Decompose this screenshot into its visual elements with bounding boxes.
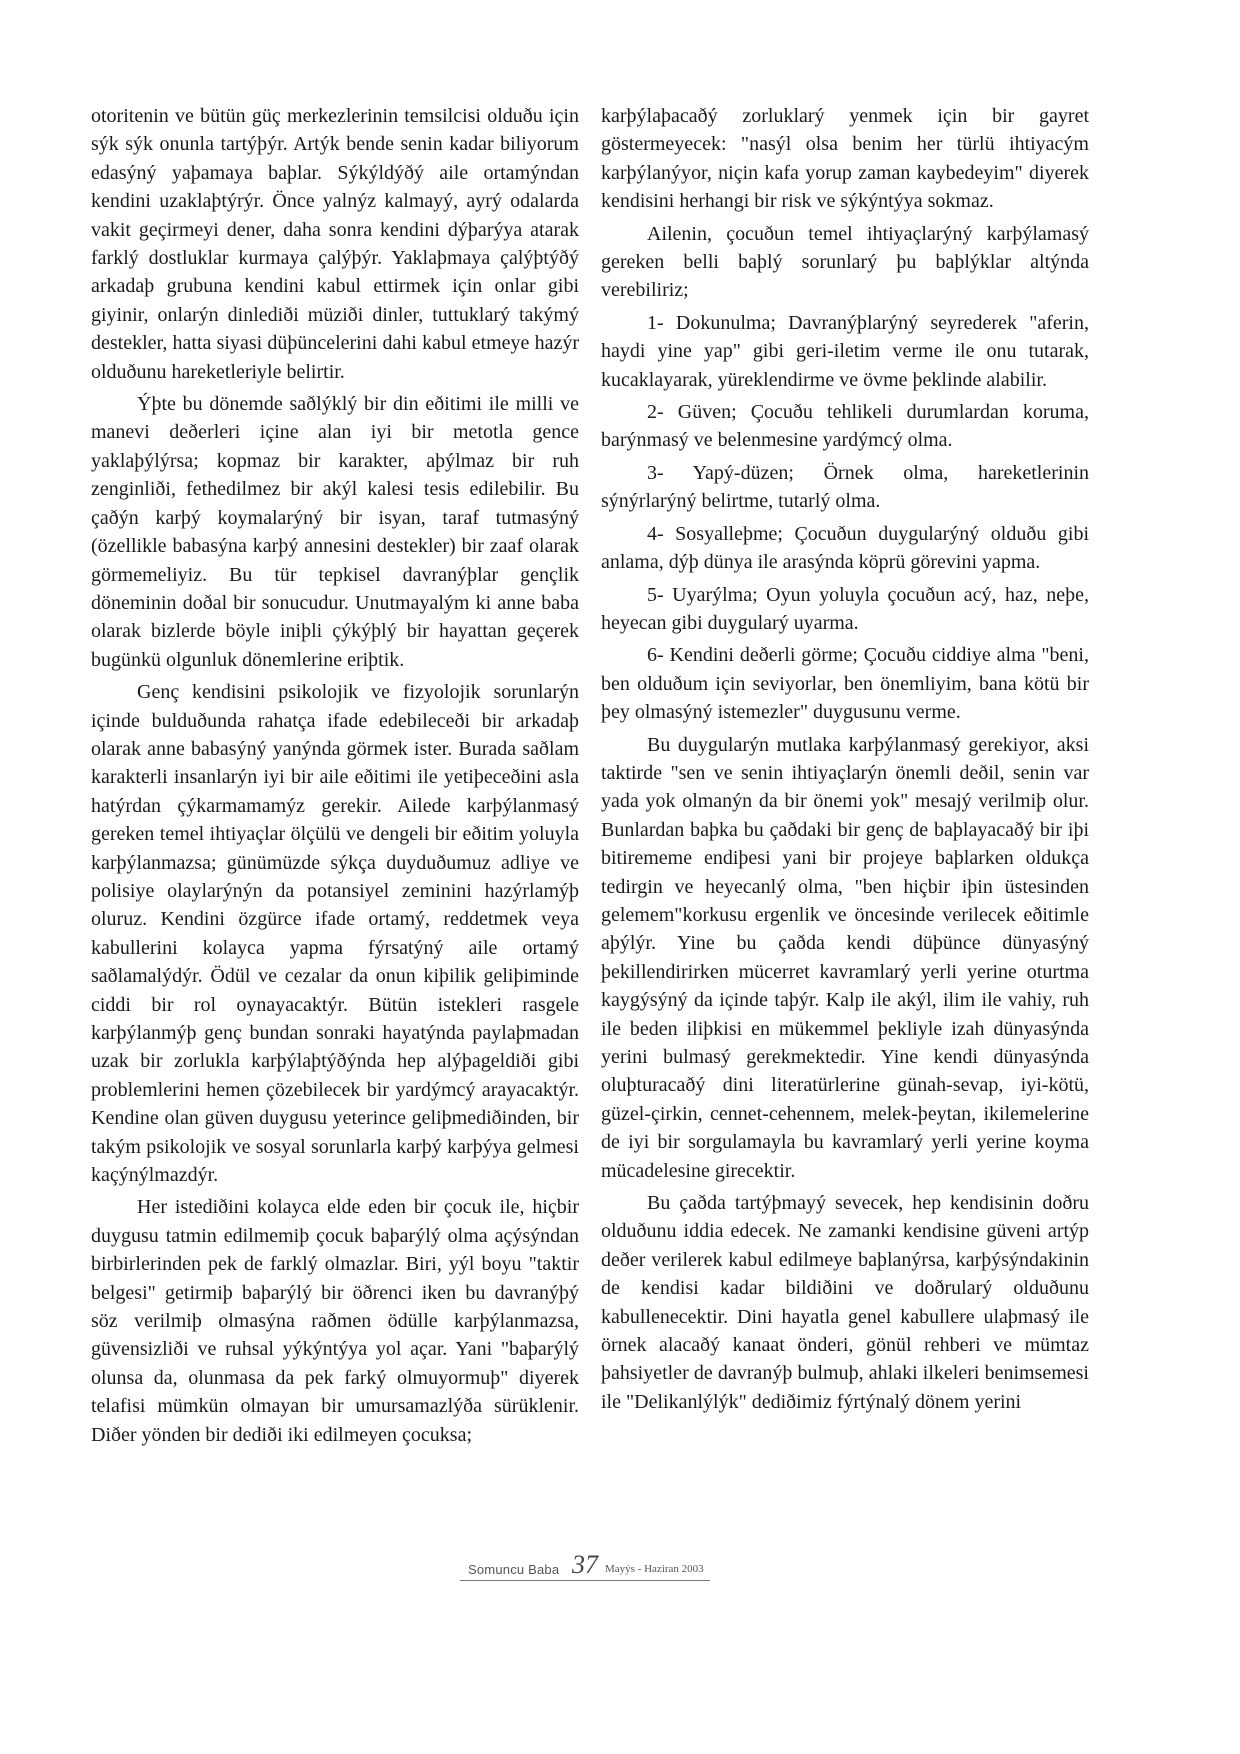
list-item: 3- Yapý-düzen; Örnek olma, hareketlerinin sýnýrlarýný belirtme, tutarlý olma. <box>601 461 1089 513</box>
page-footer <box>460 1548 780 1588</box>
paragraph: Bu duygularýn mutlaka karþýlanmasý gerekiyor, aksi taktirde "sen ve senin ihtiyaçlarýn önemli deðil, senin var yada yok olmanýn da bir önemi yok" mesajý verilmiþ olur. Bunlardan baþka bu çaðdaki bir genç de baþlayacaðý bir iþi bitirememe endiþesi yani bir projeye baþlarken oldukça tedirgin ve heyecanlý olma, "ben hiçbir iþin üstesinden gelemem"korkusu ergenlik ve öncesinde verilecek eðitimle aþýlýr. Yine bu çaðda kendi düþünce dünyasýný þekillendirirken mücerret kavramlarý yerli yerine oturtma kaygýsýný da içinde taþýr. Kalp ile akýl, ilim ile vahiy, ruh ile beden iliþkisi en mükemmel þekliyle izah dünyasýnda yerini bulmasý gerekmektedir. Yine kendi dünyasýnda oluþturacaðý dini literatürlerine günah-sevap, iyi-kötü, güzel-çirkin, cennet-cehennem, melek-þeytan, ikilemelerine de iyi bir sorgulamayla bu kavramlarý yerli yerine koyma mücadelesine girecektir. <box>601 733 1089 1182</box>
paragraph: Her istediðini kolayca elde eden bir çocuk ile, hiçbir duygusu tatmin edilmemiþ çocuk baþarýlý olma açýsýndan birbirlerinden pek de farklý olmazlar. Biri, yýl boyu "taktir belgesi" getirmiþ baþarýlý bir öðrenci iken bu davranýþý söz verilmiþ olmasýna raðmen ödülle karþýlanmazsa, güvensizliði ve ruhsal yýkýntýya yol açar. Yani "baþarýlý olunsa da, olunmasa da pek farký olmuyormuþ" diyerek telafisi mümkün olmayan bir umursamazlýða sürüklenir. Diðer yönden bir dediði iki edilmeyen çocuksa; <box>91 1196 579 1446</box>
list-item: 4- Sosyalleþme; Çocuðun duygularýný olduðu gibi anlama, dýþ dünya ile arasýnda köprü görevini yapma. <box>601 522 1089 574</box>
magazine-name: Somuncu Baba <box>468 1562 560 1577</box>
paragraph: karþýlaþacaðý zorluklarý yenmek için bir gayret göstermeyecek: "nasýl olsa benim her türlü ihtiyacým karþýlanýyor, niçin kafa yorup zaman kaybedeyim" diyerek kendisini herhangi bir risk ve sýkýntýya sokmaz. <box>601 105 1089 213</box>
right-text-column <box>601 102 1089 1420</box>
paragraph: otoritenin ve bütün güç merkezlerinin temsilcisi olduðu için sýk sýk onunla tartýþýr. Artýk bende senin kadar biliyorum edasýný yaþamaya baþlar. Sýkýldýðý aile ortamýndan kendini uzaklaþtýrýr. Önce yalnýz kalmayý, ayrý odalarda vakit geçirmeyi dener, daha sonra kendini dýþarýya atarak farklý dostluklar kurmaya çalýþýr. Yaklaþmaya çalýþtýðý arkadaþ grubuna kendini kabul ettirmek için onlar gibi giyinir, onlarýn dinlediði müziði dinler, tuttuklarý takýmý destekler, hatta siyasi düþüncelerini dahi kabul etmeye hazýr olduðunu hareketleriyle belirtir. <box>91 105 579 383</box>
list-item: 2- Güven; Çocuðu tehlikeli durumlardan koruma, barýnmasý ve belenmesine yardýmcý olma. <box>601 401 1089 452</box>
paragraph: Ailenin, çocuðun temel ihtiyaçlarýný karþýlamasý gereken belli baþlý sorunlarý þu baþlýklar altýnda verebiliriz; <box>601 222 1089 302</box>
list-item: 6- Kendini deðerli görme; Çocuðu ciddiye alma "beni, ben olduðum için seviyorlar, ben önemliyim, bana kötü bir þey olmasýný istemezler" duygusunu verme. <box>601 644 1089 724</box>
list-item: 1- Dokunulma; Davranýþlarýný seyrederek "aferin, haydi yine yap" gibi geri-iletim verme ile onu tutarak, kucaklayarak, yüreklendirme ve övme þeklinde alabilir. <box>601 311 1089 391</box>
paragraph: Genç kendisini psikolojik ve fizyolojik sorunlarýn içinde bulduðunda rahatça ifade edebileceði bir arkadaþ olarak anne babasýný yanýnda görmek ister. Burada saðlam karakterli insanlarýn iyi bir aile eðitimi ile yetiþeceðini asla hatýrdan çýkarmamamýz gerekir. Ailede karþýlanmasý gereken temel ihtiyaçlar ölçülü ve dengeli bir eðitim yoluyla karþýlanmazsa; günümüzde sýkça duyduðumuz adliye ve polisiye olaylarýnýn da potansiyel zeminini hazýrlamýþ oluruz. Kendini özgürce ifade ortamý, reddetmek veya kabullerini kolayca yapma fýrsatýný aile ortamý saðlamalýdýr. Ödül ve cezalar da onun kiþilik geliþiminde ciddi bir rol oynayacaktýr. Bütün istekleri rasgele karþýlanmýþ genç bundan sonraki hayatýnda paylaþmadan uzak bir zorlukla karþýlaþtýðýnda hep alýþageldiði gibi problemlerini hemen çözebilecek bir yardýmcý arayacaktýr. Kendine olan güven duygusu yeterince geliþmediðinden, bir takým psikolojik ve sosyal sorunlarla karþý karþýya gelmesi kaçýnýlmazdýr. <box>91 681 579 1187</box>
left-text-column <box>91 102 579 1453</box>
paragraph: Ýþte bu dönemde saðlýklý bir din eðitimi ile milli ve manevi deðerleri içine alan iyi bir metotla gence yaklaþýlýrsa; kopmaz bir karakter, aþýlmaz bir ruh zenginliði, fethedilmez bir akýl kalesi tesis edilebilir. Bu çaðýn karþý koymalarýný bir isyan, taraf tutmasýný (özellikle babasýna karþý annesini destekler) bir zaaf olarak görmemeliyiz. Bu tür tepkisel davranýþlar gençlik döneminin doðal bir sonucudur. Unutmayalým ki anne baba olarak bizlerde böyle iniþli çýkýþlý bir hayattan geçerek bugünkü olgunluk dönemlerine eriþtik. <box>91 393 579 671</box>
page-number: 37 <box>572 1550 598 1579</box>
paragraph: Bu çaðda tartýþmayý sevecek, hep kendisinin doðru olduðunu iddia edecek. Ne zamanki kendisine güveni artýp deðer verilerek kabul edilmeye baþlanýrsa, karþýsýndakinin de kendisi kadar bildiðini ve doðrularý olduðunu kabullenecektir. Dini hayatla genel kabullere ulaþmasý ile örnek alacaðý kanaat önderi, gönül rehberi ve mümtaz þahsiyetler de davranýþ bulmuþ, ahlaki ilkeleri benimsemesi ile "Delikanlýlýk" dediðimiz fýrtýnalý dönem yerini <box>601 1192 1089 1413</box>
footer-rule <box>460 1580 710 1581</box>
list-item: 5- Uyarýlma; Oyun yoluyla çocuðun acý, haz, neþe, heyecan gibi duygularý uyarma. <box>601 583 1089 634</box>
issue-date: Mayýs - Haziran 2003 <box>605 1563 704 1575</box>
